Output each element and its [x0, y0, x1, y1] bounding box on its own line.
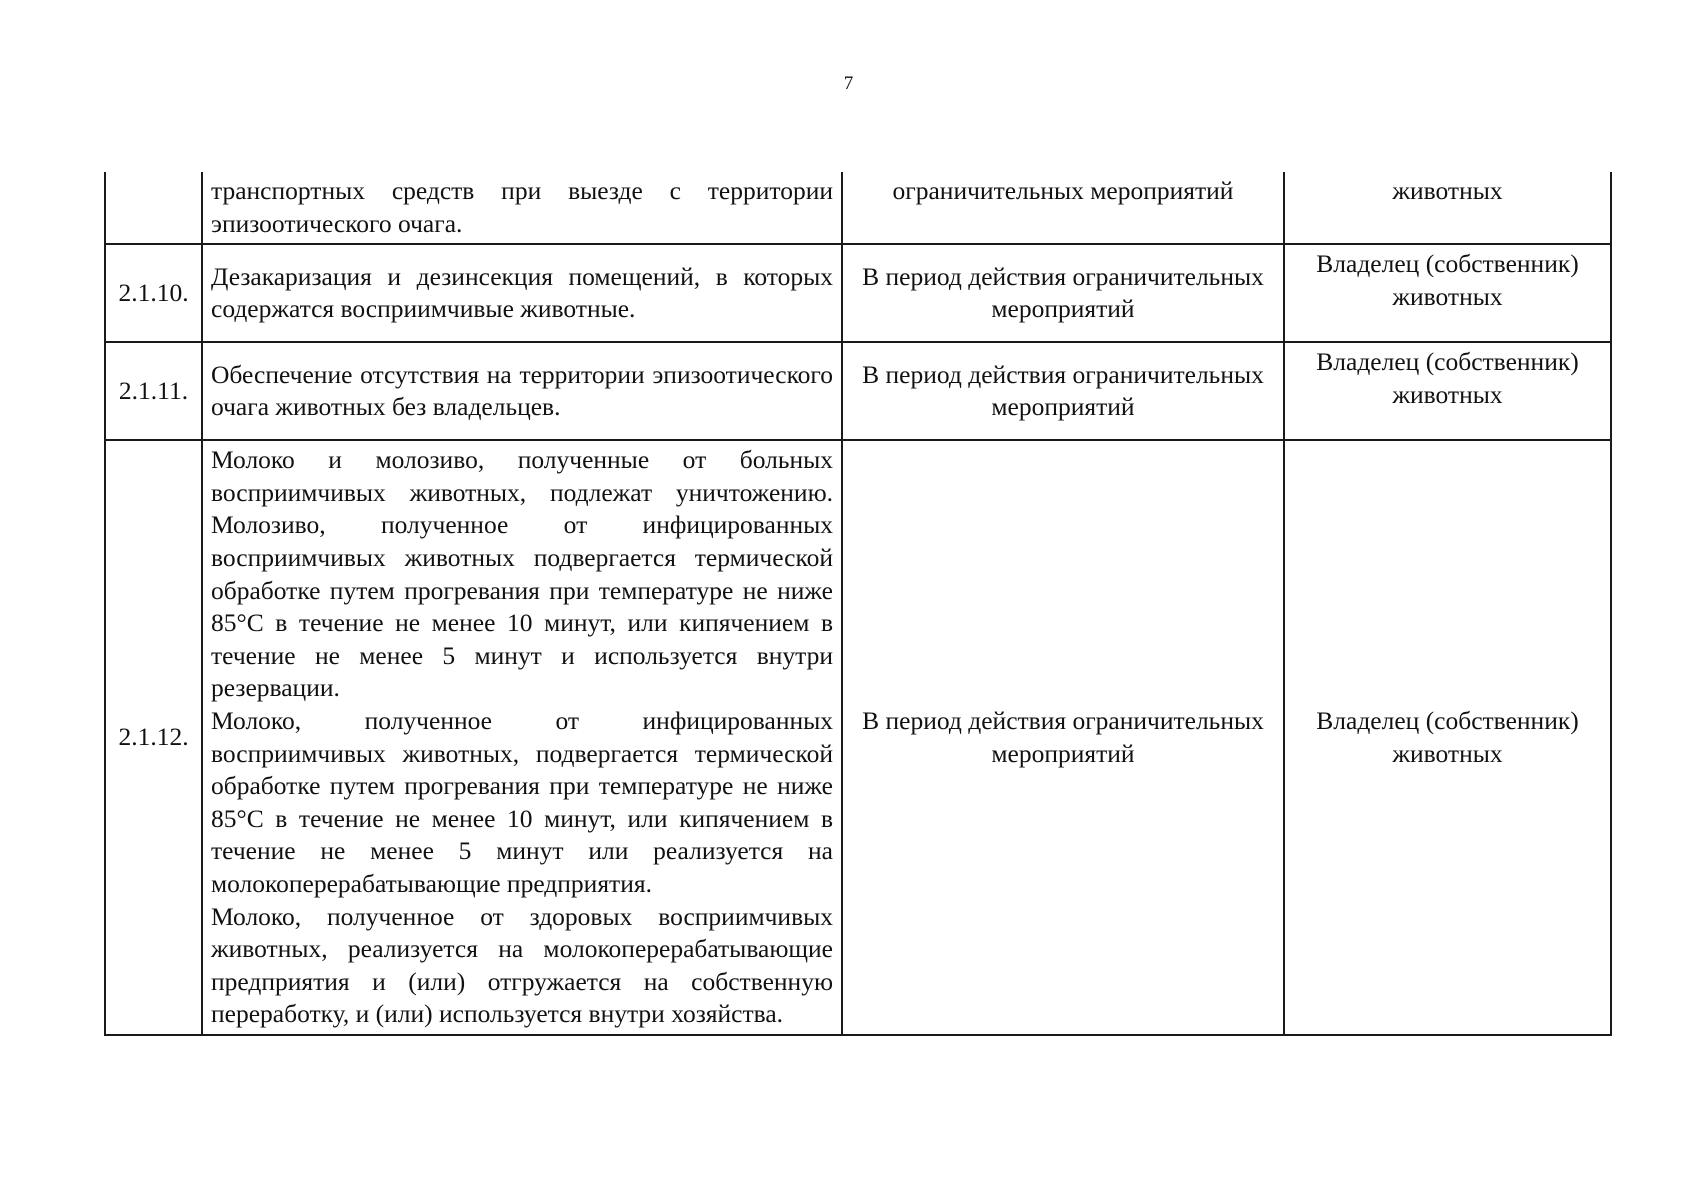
table-row [105, 342, 1611, 440]
description-paragraph: Молоко, полученное от здоровых восприимчивых животных, реализуется на молокоперерабатывающие предприятия и (или) отгружается на собственную переработку, и (или) используется внутри хозяйства. [211, 901, 833, 1029]
row-number: 2.1.12. [105, 440, 202, 1035]
row-description [202, 342, 842, 440]
row-term: В период действия ограничительных мероприятий [842, 244, 1284, 342]
row-term: ограничительных мероприятий [842, 172, 1284, 244]
table-row [105, 172, 1611, 244]
description-paragraph: Дезакаризация и дезинсекция помещений, в которых содержатся восприимчивые животные. [211, 261, 833, 324]
row-description [202, 172, 842, 244]
row-responsible: животных [1284, 172, 1611, 244]
row-description [202, 244, 842, 342]
row-description [202, 440, 842, 1035]
row-responsible: Владелец (собственник) животных [1284, 244, 1611, 342]
row-responsible: Владелец (собственник) животных [1284, 342, 1611, 440]
row-term: В период действия ограничительных мероприятий [842, 440, 1284, 1035]
measures-table [104, 172, 1612, 1036]
page-number: 7 [843, 73, 854, 94]
table-row [105, 440, 1611, 1035]
description-paragraph: Молоко, полученное от инфицированных восприимчивых животных, подвергается термической обработке путем прогревания при температуре не ниже 85°С в течение не менее 10 минут, или кипячением в течение не менее 5 минут или реализуется на молокоперерабатывающие предприятия. [211, 705, 833, 898]
table-row [105, 244, 1611, 342]
description-paragraph: Обеспечение отсутствия на территории эпизоотического очага животных без владельцев. [211, 359, 833, 422]
description-paragraph: транспортных средств при выезде с территории эпизоотического очага. [211, 176, 833, 238]
row-responsible: Владелец (собственник) животных [1284, 440, 1611, 1035]
row-number: 2.1.11. [105, 342, 202, 440]
description-paragraph: Молоко и молозиво, полученные от больных восприимчивых животных, подлежат уничтожению. Молозиво, полученное от инфицированных восприимчивых животных подвергается термической обработке путем прогревания при температуре не ниже 85°С в течение не менее 10 минут, или кипячением в течение не менее 5 минут и используется внутри резервации. [211, 445, 833, 703]
row-number [105, 172, 202, 244]
row-number: 2.1.10. [105, 244, 202, 342]
row-term: В период действия ограничительных мероприятий [842, 342, 1284, 440]
